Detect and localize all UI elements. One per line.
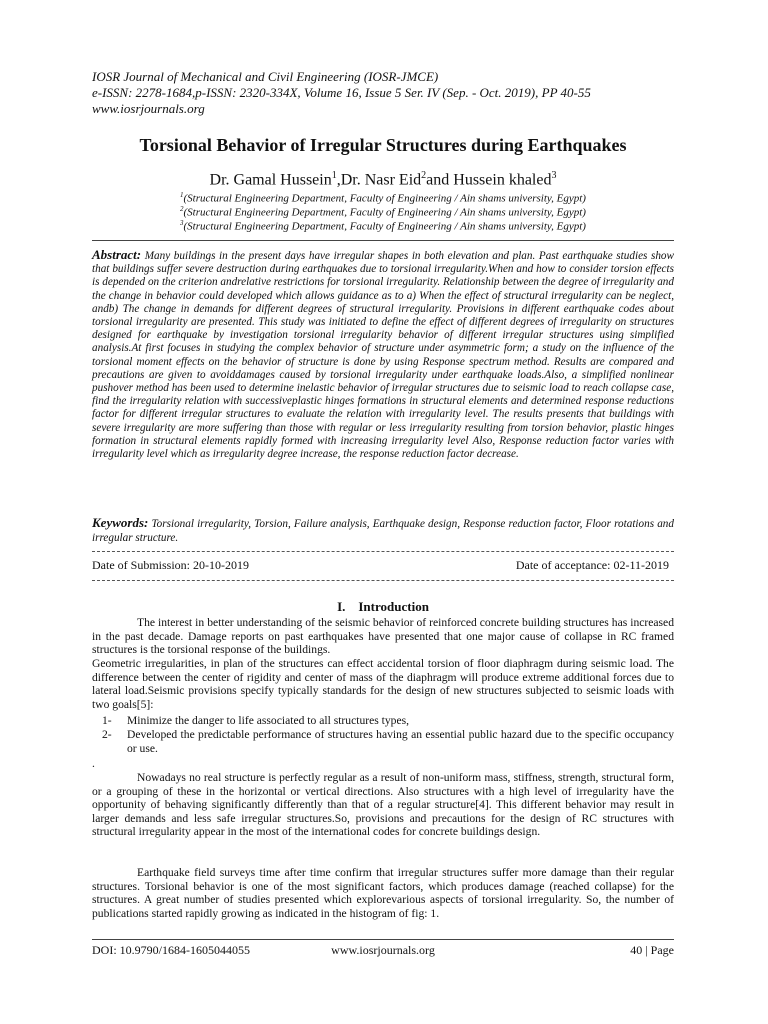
body-paragraph: Nowadays no real structure is perfectly regular as a result of non-uniform mass, stiffness, strength, structural form, or a grouping of these in the horizontal or vertical directions. Also structures with a high level of irregularity have the opportunity of behaving significantly differently than that of a regular structure[4]. This different behavior may result in larger demands and less safe irregular structures.So, provisions and precautions for the design of RC structures with structural irregularity appear in the most of the international codes for concrete buildings design. — [92, 771, 674, 838]
author-superscript: 2 — [421, 170, 427, 181]
body-paragraph: Geometric irregularities, in plan of the structures can effect accidental torsion of floor diaphragm during seismic load. The difference between the center of rigidity and center of mass of the diaphragm will produce extreme additional forces due to lateral load.Seismic provisions specify typically standards for the design of new structures subjected to seismic loads with two goals[5]: — [92, 657, 674, 711]
keywords-text: Torsional irregularity, Torsion, Failure analysis, Earthquake design, Response reduction factor, Floor rotations and irregular structure. — [92, 518, 674, 544]
journal-name: IOSR Journal of Mechanical and Civil Engineering (IOSR-JMCE) — [92, 69, 439, 84]
journal-website[interactable]: www.iosrjournals.org — [92, 101, 205, 116]
keywords — [92, 516, 674, 545]
author-list — [92, 166, 674, 190]
affiliation-superscript: 2 — [180, 205, 184, 213]
author-name: Dr. Gamal Hussein — [209, 171, 332, 189]
affiliation-text: (Structural Engineering Department, Faculty of Engineering / Ain shams university, Egypt) — [183, 206, 586, 219]
footer-website[interactable]: www.iosrjournals.org — [331, 943, 435, 957]
stray-period: . — [92, 757, 95, 770]
list-text: Minimize the danger to life associated to all structures types, — [127, 714, 410, 727]
author-name: and Hussein khaled — [426, 171, 552, 189]
abstract-top-rule — [92, 240, 674, 241]
body-paragraph: The interest in better understanding of the seismic behavior of reinforced concrete building structures has increased in the past decade. Damage reports on past earthquakes have presented that one major cause of collapse in RC framed structures is the torsional response of the buildings. — [92, 616, 674, 656]
affiliation-superscript: 3 — [180, 219, 184, 227]
author-superscript: 1 — [331, 170, 337, 181]
footer-page-number: 40 | Page — [630, 943, 674, 957]
keywords-label: Keywords: — [92, 515, 149, 530]
author-superscript: 3 — [551, 170, 557, 181]
abstract — [92, 248, 674, 461]
list-number: 2- — [102, 728, 112, 741]
dashed-divider — [92, 551, 674, 552]
journal-issn: e-ISSN: 2278-1684,p-ISSN: 2320-334X, Volume 16, Issue 5 Ser. IV (Sep. - Oct. 2019), PP 40-55 — [92, 85, 591, 100]
list-text: Developed the predictable performance of structures having an essential public hazard due to the specific occupancy or use. — [127, 728, 674, 755]
abstract-label: Abstract: — [92, 247, 142, 262]
submission-date: Date of Submission: 20-10-2019 — [92, 558, 249, 572]
affiliation-text: (Structural Engineering Department, Faculty of Engineering / Ain shams university, Egypt) — [183, 192, 586, 205]
footer-doi: DOI: 10.9790/1684-1605044055 — [92, 943, 250, 957]
affiliation-text: (Structural Engineering Department, Faculty of Engineering / Ain shams university, Egypt) — [183, 220, 586, 233]
affiliation — [92, 217, 674, 234]
affiliation-superscript: 1 — [180, 191, 184, 199]
dashed-divider — [92, 580, 674, 581]
author-name: ,Dr. Nasr Eid — [336, 171, 422, 189]
abstract-text: Many buildings in the present days have irregular shapes in both elevation and plan. Past earthquake studies show that buildings suffer severe destruction during earthquakes due to torsional irregularity.When and how to consider torsion effects is depended on the criterion andrelative restrictions for torsional irregularity. Relationship between the degree of irregularity and the change in behavior could developed which allows guidance as to a) When the effect of structural irregularity can be neglect, andb) The change in demands for different degrees of structural irregularity. Provisions in different earthquake codes about torsional irregularity are presented. This study was initiated to define the effect of different degrees of irregularity on structures designed for earthquake by investigation torsional irregularity behavior of different irregular structures using simplified analysis.At first focuses in studying the complex behavior of structure under asymmetric form; a study on the influence of the torsional moment effects on the behavior of structure is done by using Response spectrum method. Results are compared and precautions are given to avoiddamages caused by torsional irregularity under earthquake loads.Also, a simplified nonlinear pushover method has been used to determine inelastic behavior of irregular structures due to seismic load to reach collapse case, find the irregularity relation with successiveplastic hinges formations in structural elements and determined response reductions factor for different irregular structures to evaluate the relation with irregularity level. The results presents that buildings with severe irregularity are more suffering than those with regular or less irregularity resulting from torsion behavior, plastic hinges formation in structural elements rapidly formed with increasing irregularity level Also, Response reduction factor varies with irregularity level which as irregularity degree increase, the response reduction factor decrease. — [92, 250, 674, 461]
section-heading: I. Introduction — [337, 599, 429, 614]
date-row — [92, 558, 674, 572]
list-number: 1- — [102, 714, 112, 727]
body-paragraph: Earthquake field surveys time after time confirm that irregular structures suffer more damage than their regular structures. Torsional behavior is one of the most significant factors, which produces damage (reached collapse) for the structures. A great number of studies presented which explorevarious aspects of torsional irregularity. So, the number of publications started rapidly growing as indicated in the histogram of fig: 1. — [92, 866, 674, 920]
paper-title: Torsional Behavior of Irregular Structures during Earthquakes — [139, 135, 627, 155]
footer-rule — [92, 939, 674, 940]
acceptance-date: Date of acceptance: 02-11-2019 — [515, 558, 669, 572]
paper-page — [92, 0, 674, 1024]
